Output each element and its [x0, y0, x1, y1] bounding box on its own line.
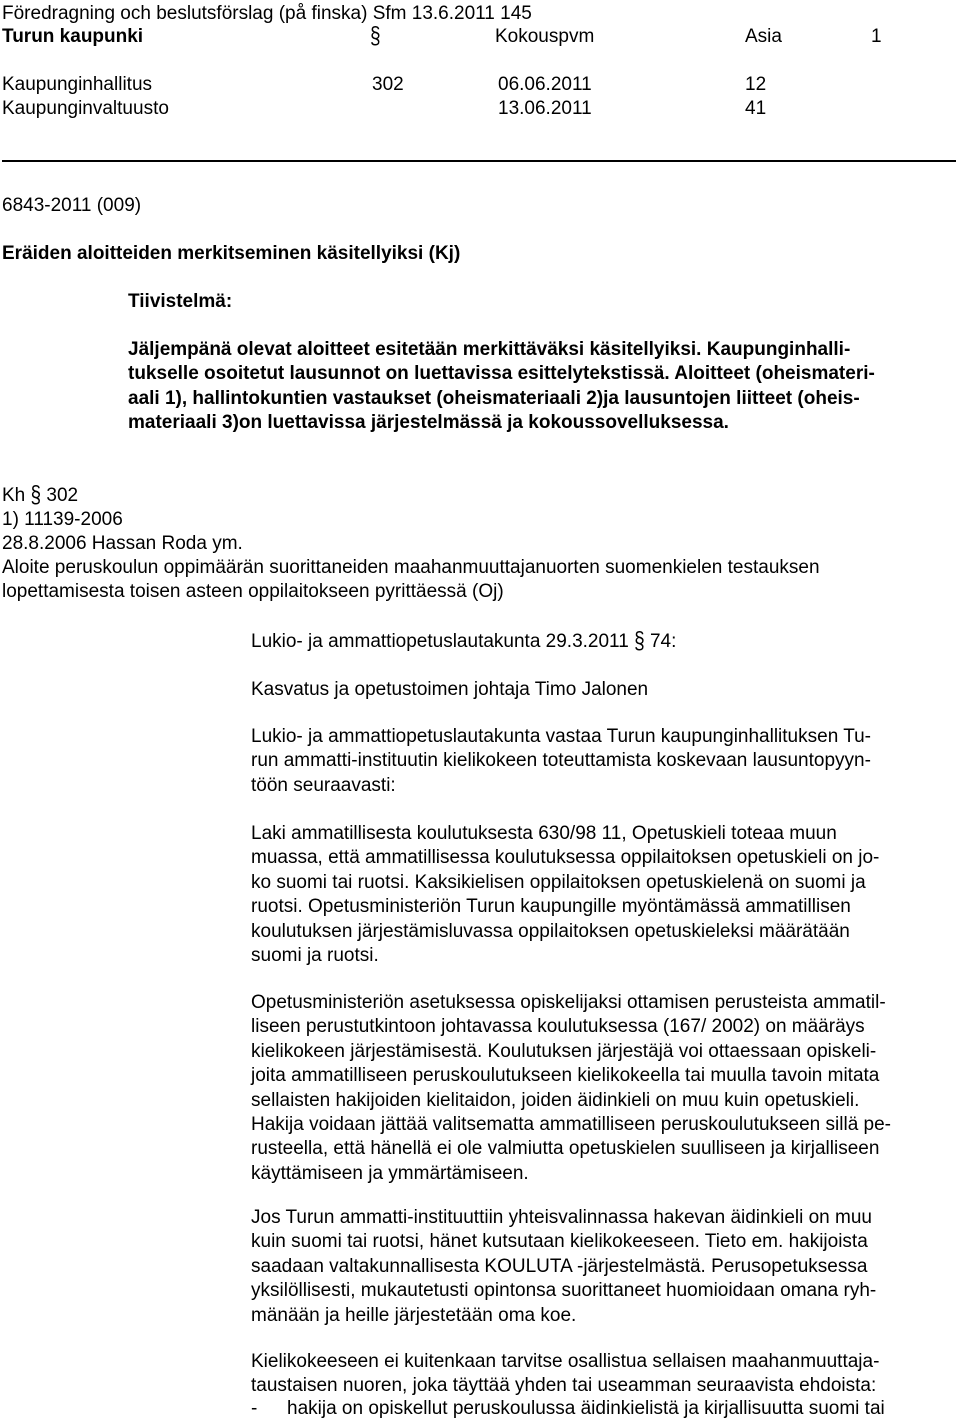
paragraph-line: ko suomi tai ruotsi. Kaksikielisen oppilaitoksen opetuskielenä on suomi ja: [251, 871, 866, 893]
section-sign-icon: §: [370, 23, 381, 50]
paragraph-line: käyttämiseen ja ymmärtämiseen.: [251, 1162, 529, 1184]
kh-number: 302: [46, 485, 79, 506]
paragraph-line: Laki ammatillisesta koulutuksesta 630/98 11, Opetuskieli toteaa muun: [251, 823, 837, 844]
header-divider: [2, 160, 956, 162]
paragraph-line: ruotsi. Opetusministeriön Turun kaupungille myöntämässä ammatillisen: [251, 896, 851, 918]
paragraph-line: saadaan valtakunnallisesta KOULUTA -järjestelmästä. Perusopetuksessa: [251, 1255, 868, 1277]
page-number: 1: [871, 26, 882, 47]
paragraph: [251, 991, 891, 1186]
paragraph-line: suomi ja ruotsi.: [251, 945, 379, 967]
paragraph-line: Opetusministeriön asetuksessa opiskelijaksi ottamisen perusteista ammatil-: [251, 992, 886, 1013]
paragraph-line: Lukio- ja ammattiopetuslautakunta vastaa Turun kaupunginhallituksen Tu-: [251, 726, 871, 747]
meeting-date: 06.06.2011: [498, 74, 592, 95]
paragraph-line: kuin suomi tai ruotsi, hänet kutsutaan kielikokeeseen. Tieto em. hakijoista: [251, 1231, 868, 1253]
board-section-number: 74:: [649, 631, 677, 652]
city-name: Turun kaupunki: [2, 26, 144, 47]
summary-label: Tiivistelmä:: [128, 291, 233, 312]
kh-heading: [2, 484, 78, 508]
summary-line: materiaali 3)on luettavissa järjestelmässä ja kokoussovelluksessa.: [128, 412, 729, 434]
paragraph-line: joita ammatilliseen peruskoulutukseen kielikokeella tai muulla tavoin mitata: [251, 1065, 880, 1087]
initiative-date-author: 28.8.2006 Hassan Roda ym.: [2, 533, 243, 554]
section-sign-icon: §: [30, 482, 42, 509]
body-name: Kaupunginhallitus: [2, 74, 153, 95]
paragraph: [251, 1350, 879, 1399]
case-number: 6843-2011 (009): [2, 195, 142, 216]
paragraph-line: töön seuraavasti:: [251, 774, 396, 796]
summary-line: aali 1), hallintokuntien vastaukset (oheismateriaali 2)ja lausuntojen liitteet (oheis-: [128, 387, 860, 409]
paragraph-line: yksilöllisesti, mukautetusti opintonsa suorittaneet huomioidaan omana ryh-: [251, 1280, 877, 1302]
paragraph-line: muassa, että ammatillisessa koulutuksessa oppilaitoksen opetuskieli on jo-: [251, 847, 880, 869]
initiative-reference: 1) 11139-2006: [2, 509, 123, 530]
paragraph-line: rusteella, että hänellä ei ole valmiutta opetuskielen suulliseen ja kirjalliseen: [251, 1138, 880, 1160]
list-item-text: hakija on opiskellut peruskoulussa äidinkielistä ja kirjallisuutta suomi tai: [287, 1398, 885, 1419]
paragraph-line: kielikokeen järjestämisestä. Koulutuksen järjestäjä voi ottaessaan opiskeli-: [251, 1040, 877, 1062]
item-number: 41: [745, 98, 767, 119]
item-label: Asia: [745, 26, 782, 47]
item-number: 12: [745, 74, 767, 95]
initiative-line: Aloite peruskoulun oppimäärän suorittaneiden maahanmuuttajanuorten suomenkielen testauksen: [2, 557, 820, 578]
board-decision-ref: [251, 630, 676, 654]
kh-prefix: Kh: [2, 485, 26, 506]
initiative-title: [2, 556, 820, 605]
section-number: 302: [372, 74, 404, 95]
page-title: Eräiden aloitteiden merkitseminen käsitellyiksi (Kj): [2, 243, 461, 264]
paragraph-line: liseen perustutkintoon johtavassa koulutuksessa (167/ 2002) on määräys: [251, 1016, 865, 1038]
paragraph-line: koulutuksen järjestämisluvassa oppilaitoksen opetuskieleksi määrätään: [251, 920, 850, 942]
paragraph-line: sellaisten hakijoiden kielitaidon, joiden äidinkieli on muu kuin opetuskieli.: [251, 1089, 860, 1111]
presenter: Kasvatus ja opetustoimen johtaja Timo Jalonen: [251, 679, 649, 700]
paragraph: [251, 725, 871, 798]
document-header-line: Föredragning och beslutsförslag (på finska) Sfm 13.6.2011 145: [2, 3, 532, 24]
list-item: [251, 1397, 885, 1421]
list-bullet: -: [251, 1398, 258, 1419]
board-name: Lukio- ja ammattiopetuslautakunta 29.3.2011: [251, 631, 629, 652]
paragraph-line: Jos Turun ammatti-instituuttiin yhteisvalinnassa hakevan äidinkieli on muu: [251, 1207, 872, 1228]
paragraph-line: mänään ja heille järjestetään oma koe.: [251, 1304, 577, 1326]
meeting-date-label: Kokouspvm: [495, 26, 595, 47]
paragraph-line: Kielikokeeseen ei kuitenkaan tarvitse osallistua sellaisen maahanmuuttaja-: [251, 1351, 880, 1372]
meeting-date: 13.06.2011: [498, 98, 592, 119]
body-name: Kaupunginvaltuusto: [2, 98, 169, 119]
summary-line: Jäljempänä olevat aloitteet esitetään merkittäväksi käsitellyiksi. Kaupunginhalli-: [128, 339, 851, 360]
paragraph-line: taustaisen nuoren, joka täyttää yhden tai useamman seuraavista ehdoista:: [251, 1375, 877, 1397]
summary-line: tukselle osoitetut lausunnot on luettavissa esittelytekstissä. Aloitteet (oheismateri-: [128, 363, 875, 385]
initiative-line: lopettamisesta toisen asteen oppilaitokseen pyrittäessä (Oj): [2, 581, 504, 603]
summary-text: [128, 338, 875, 436]
paragraph: [251, 1206, 876, 1328]
paragraph-line: Hakija voidaan jättää valitsematta ammatilliseen peruskoulutukseen sillä pe-: [251, 1114, 891, 1136]
paragraph: [251, 822, 879, 968]
section-sign-icon: §: [634, 628, 645, 655]
paragraph-line: run ammatti-instituutin kielikokeen toteuttamista koskevaan lausuntopyyn-: [251, 750, 871, 772]
